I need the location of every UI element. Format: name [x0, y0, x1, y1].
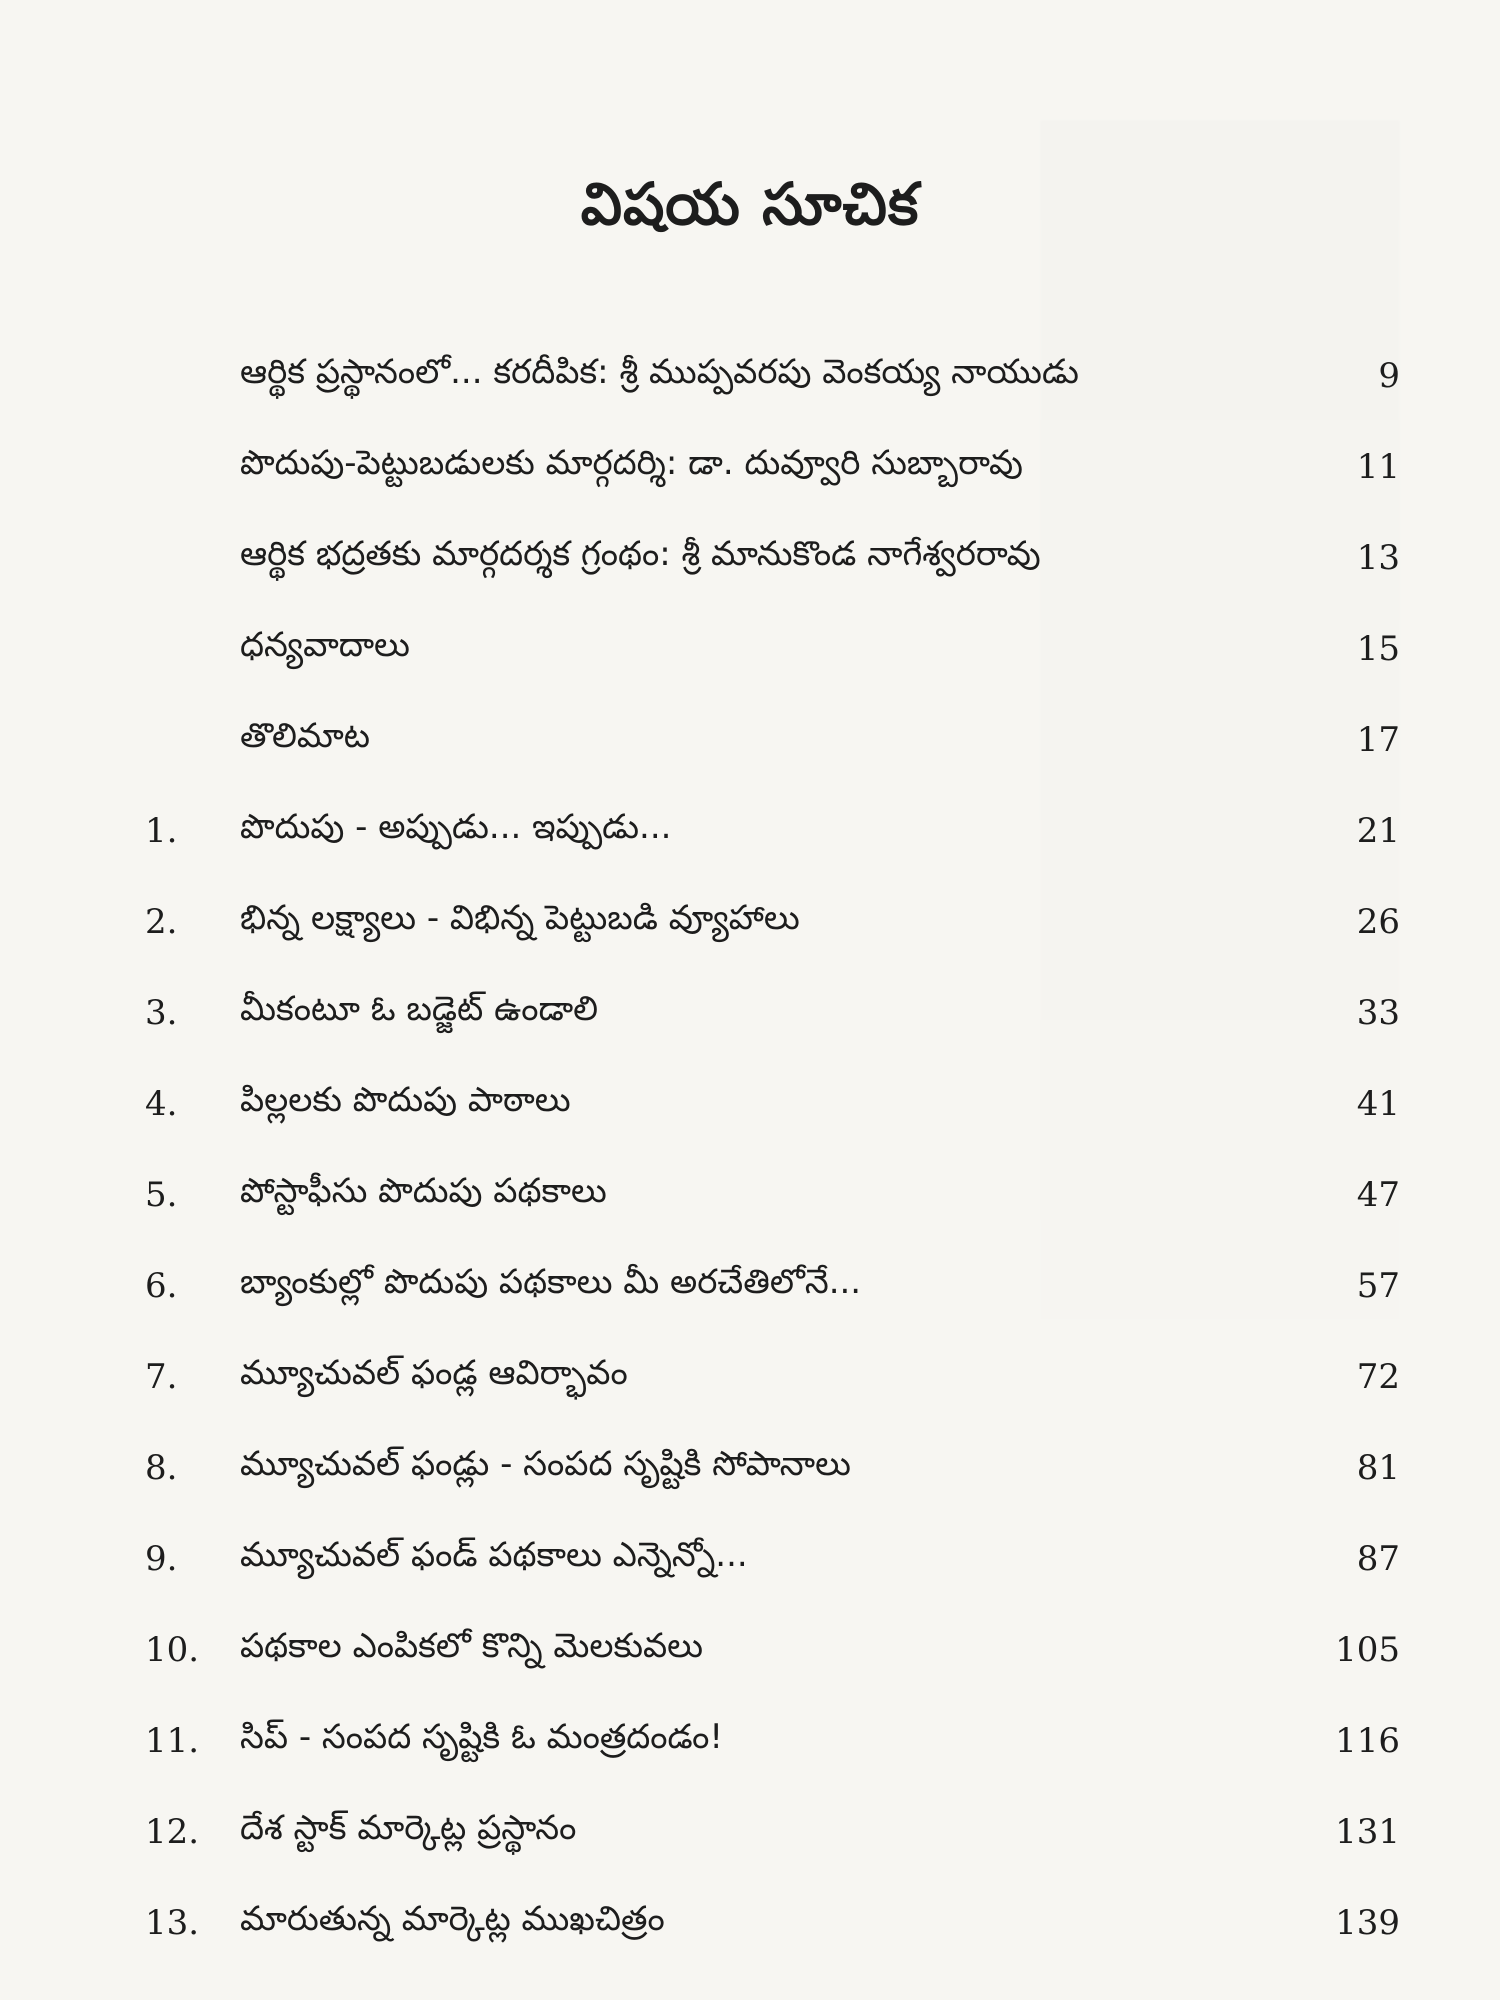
toc-page-number: 15: [1356, 628, 1400, 669]
toc-page-number: 41: [1356, 1083, 1400, 1124]
toc-page-number: 116: [1335, 1720, 1400, 1761]
toc-label: పొదుపు-పెట్టుబడులకు మార్గదర్శి: డా. దువ్వూరి సుబ్బారావు: [240, 442, 1023, 483]
toc-number: 8.: [145, 1447, 178, 1488]
toc-chapter-row: [145, 967, 1400, 1058]
toc-label: మ్యూచువల్ ఫండ్లు - సంపద సృష్టికి సోపానాలు: [240, 1443, 851, 1484]
toc-number: 11.: [145, 1720, 200, 1761]
toc-page-number: 13: [1356, 537, 1400, 578]
toc-page-number: 139: [1335, 1902, 1400, 1943]
page-title: విషయ సూచిక: [580, 170, 920, 238]
toc-page-number: 105: [1335, 1629, 1400, 1670]
toc-number: 2.: [145, 901, 178, 942]
toc-number: 12.: [145, 1811, 200, 1852]
toc-chapter-row: [145, 1604, 1400, 1695]
toc-page-number: 17: [1356, 719, 1400, 760]
toc-number: 10.: [145, 1629, 200, 1670]
toc-page-number: 87: [1356, 1538, 1400, 1579]
toc-label: దేశ స్టాక్ మార్కెట్ల ప్రస్థానం: [240, 1807, 577, 1848]
toc-chapter-row: [145, 876, 1400, 967]
toc-label: ఆర్థిక భద్రతకు మార్గదర్శక గ్రంథం: శ్రీ మానుకొండ నాగేశ్వరరావు: [240, 533, 1041, 574]
toc-intro-row: [145, 694, 1400, 785]
toc-label: పొదుపు - అప్పుడు... ఇప్పుడు...: [240, 806, 672, 847]
toc-label: పిల్లలకు పొదుపు పాఠాలు: [240, 1079, 571, 1120]
toc-chapter-row: [145, 1058, 1400, 1149]
toc-intro-row: [145, 603, 1400, 694]
toc-page-number: 9: [1378, 355, 1400, 396]
toc-label: బ్యాంకుల్లో పొదుపు పథకాలు మీ అరచేతిలోనే...: [240, 1261, 862, 1302]
toc-chapter-row: [145, 1513, 1400, 1604]
toc-page-number: 81: [1356, 1447, 1400, 1488]
toc-number: 1.: [145, 810, 178, 851]
toc-number: 6.: [145, 1265, 178, 1306]
toc-label: ధన్యవాదాలు: [240, 624, 410, 665]
toc-chapter-row: [145, 1240, 1400, 1331]
toc-page-number: 131: [1335, 1811, 1400, 1852]
toc-intro-row: [145, 330, 1400, 421]
toc-label: తొలిమాట: [240, 715, 371, 756]
toc-chapter-row: [145, 1422, 1400, 1513]
toc-chapter-row: [145, 1149, 1400, 1240]
toc-label: మ్యూచువల్ ఫండ్ పథకాలు ఎన్నెన్నో...: [240, 1534, 748, 1575]
toc-page-number: 72: [1356, 1356, 1400, 1397]
toc-page-number: 33: [1356, 992, 1400, 1033]
toc-chapter-row: [145, 785, 1400, 876]
toc-label: సిప్ - సంపద సృష్టికి ఓ మంత్రదండం!: [240, 1716, 724, 1757]
toc-intro-row: [145, 512, 1400, 603]
toc-label: ఆర్థిక ప్రస్థానంలో... కరదీపిక: శ్రీ ముప్పవరపు వెంకయ్య నాయుడు: [240, 351, 1079, 392]
toc-label: మీకంటూ ఓ బడ్జెట్ ఉండాలి: [240, 988, 599, 1029]
toc-number: 13.: [145, 1902, 200, 1943]
toc-number: 7.: [145, 1356, 178, 1397]
toc-page-number: 11: [1356, 446, 1400, 487]
toc-chapter-row: [145, 1695, 1400, 1786]
toc-label: పథకాల ఎంపికలో కొన్ని మెలకువలు: [240, 1625, 703, 1666]
toc-number: 4.: [145, 1083, 178, 1124]
toc-number: 5.: [145, 1174, 178, 1215]
toc-chapter-row: [145, 1877, 1400, 1968]
toc-list: [145, 330, 1400, 1968]
toc-label: పోస్టాఫీసు పొదుపు పథకాలు: [240, 1170, 607, 1211]
toc-page-number: 57: [1356, 1265, 1400, 1306]
toc-page-number: 21: [1356, 810, 1400, 851]
toc-number: 3.: [145, 992, 178, 1033]
toc-label: మ్యూచువల్ ఫండ్ల ఆవిర్భావం: [240, 1352, 628, 1393]
toc-number: 9.: [145, 1538, 178, 1579]
toc-page-number: 26: [1356, 901, 1400, 942]
toc-intro-row: [145, 421, 1400, 512]
toc-chapter-row: [145, 1331, 1400, 1422]
toc-label: భిన్న లక్ష్యాలు - విభిన్న పెట్టుబడి వ్యూహాలు: [240, 897, 800, 938]
toc-chapter-row: [145, 1786, 1400, 1877]
toc-label: మారుతున్న మార్కెట్ల ముఖచిత్రం: [240, 1898, 665, 1939]
toc-page-number: 47: [1356, 1174, 1400, 1215]
